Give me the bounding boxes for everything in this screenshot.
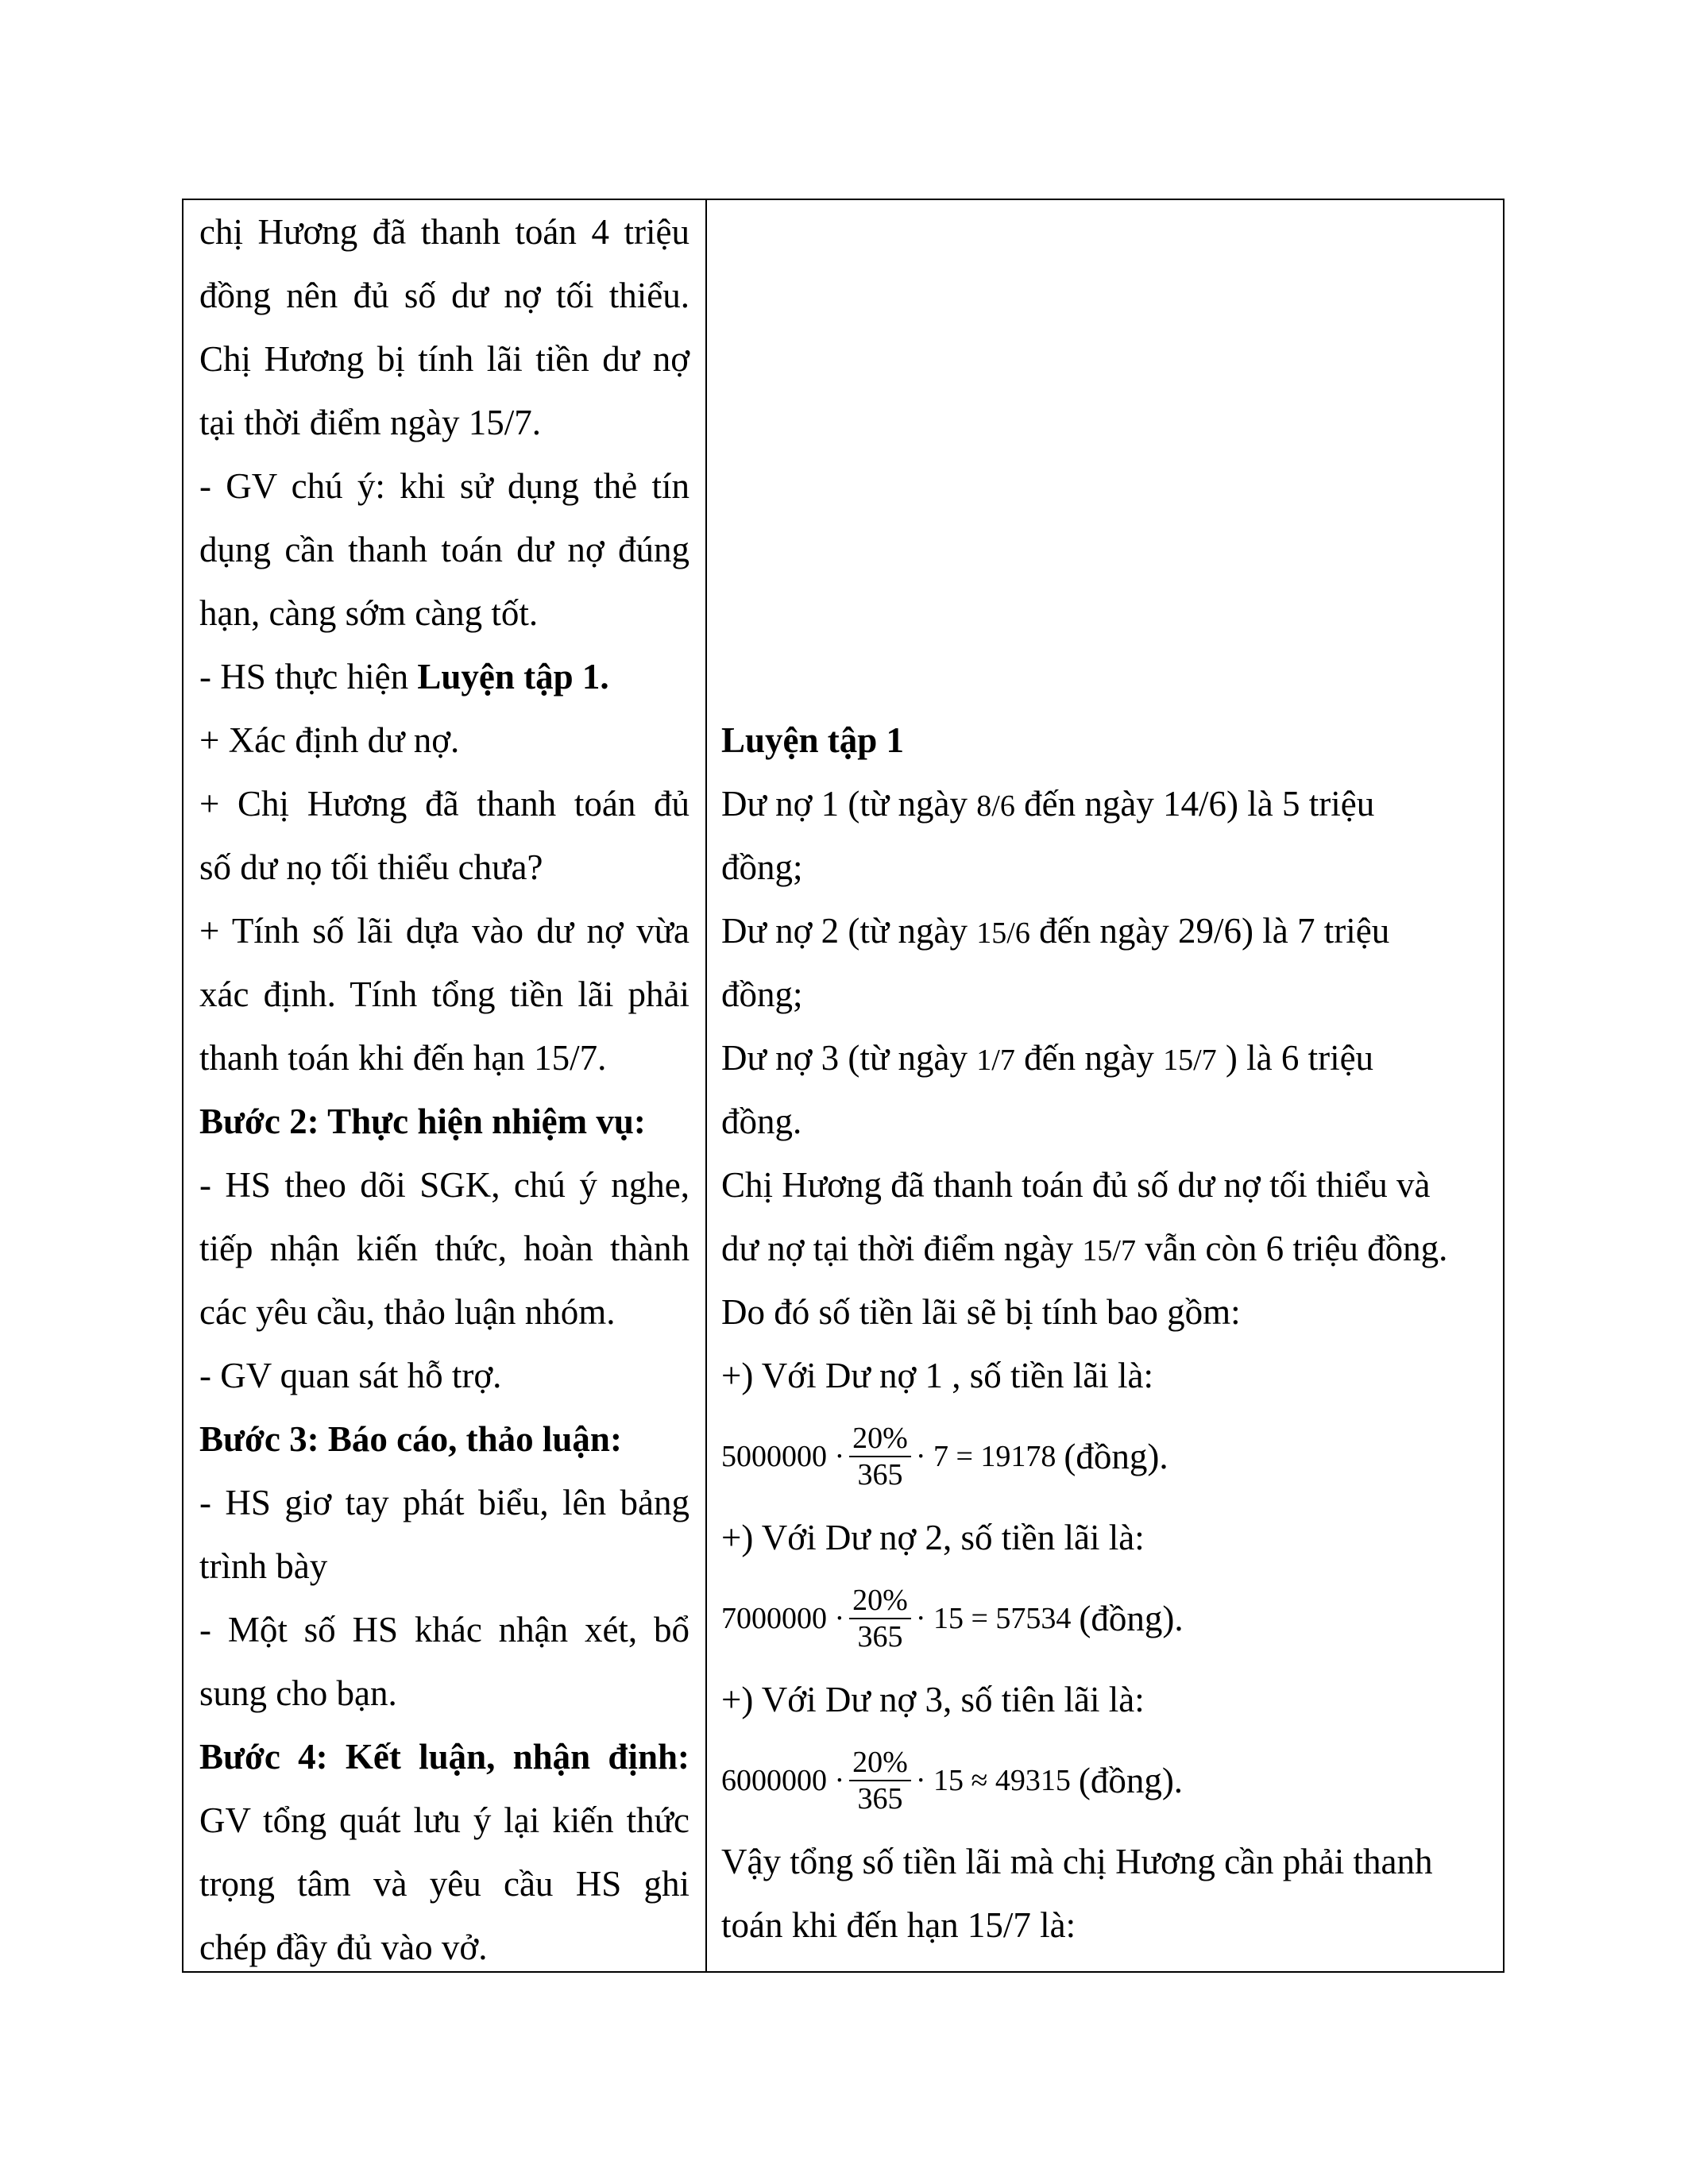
date: 1/7 — [976, 1044, 1015, 1077]
interest-formula — [721, 1569, 1489, 1668]
text: Dư nợ 3 (từ ngày — [721, 1038, 977, 1078]
formula-lead: 6000000 · — [721, 1764, 845, 1797]
text-line: - GV chú ý: khi sử dụng thẻ tín — [199, 466, 689, 506]
activity-column — [183, 200, 707, 1971]
conclusion-line: toán khi đến hạn 15/7 là: — [721, 1905, 1076, 1945]
exercise-heading: Luyện tập 1 — [721, 720, 905, 760]
text-line: thanh toán khi đến hạn 15/7. — [199, 1038, 607, 1078]
text: đến ngày — [1014, 1038, 1164, 1078]
calc-label: +) Với Dư nợ 2, số tiền lãi là: — [721, 1518, 1145, 1557]
text-line: các yêu cầu, thảo luận nhóm. — [199, 1292, 616, 1332]
text-line: trình bày — [199, 1546, 328, 1586]
date: 15/6 — [976, 916, 1030, 950]
calc-label: +) Với Dư nợ 3, số tiên lãi là: — [721, 1680, 1145, 1719]
text: dư nợ tại thời điểm ngày — [721, 1229, 1083, 1268]
step-heading: Bước 2: Thực hiện nhiệm vụ: — [199, 1102, 646, 1141]
debt-line — [721, 772, 1489, 835]
conclusion-line: Vậy tổng số tiền lãi mà chị Hương cần phải thanh — [721, 1842, 1433, 1881]
text: Dư nợ 2 (từ ngày — [721, 911, 977, 951]
formula-lead: 7000000 · — [721, 1602, 845, 1635]
text-line: - HS giơ tay phát biểu, lên bảng — [199, 1483, 689, 1522]
text-line: - GV quan sát hỗ trợ. — [199, 1356, 502, 1395]
step-heading: Bước 3: Báo cáo, thảo luận: — [199, 1419, 622, 1459]
text-line: xác định. Tính tổng tiền lãi phải — [199, 974, 689, 1014]
calc-label: +) Với Dư nợ 1 , số tiền lãi là: — [721, 1356, 1153, 1395]
text-line: sung cho bạn. — [199, 1673, 397, 1713]
text-line: tại thời điểm ngày 15/7. — [199, 403, 541, 442]
step-heading: Bước 4: Kết luận, nhận định: — [199, 1737, 689, 1777]
denominator: 365 — [857, 1782, 903, 1815]
text: - HS thực hiện — [199, 657, 418, 696]
text-line: Chị Hương đã thanh toán đủ số dư nợ tối thiểu và — [721, 1165, 1431, 1205]
text-line — [721, 1217, 1489, 1280]
date: 15/7 — [1082, 1234, 1136, 1268]
fraction — [849, 1421, 911, 1492]
formula-rest: · 7 = 19178 — [915, 1440, 1056, 1473]
text-line: chị Hương đã thanh toán 4 triệu — [199, 212, 689, 252]
text-line: dụng cần thanh toán dư nợ đúng — [199, 530, 689, 569]
formula-unit: (đồng). — [1079, 1599, 1184, 1638]
text-line: số dư nọ tối thiểu chưa? — [199, 847, 543, 887]
text-line: + Tính số lãi dựa vào dư nợ vừa — [199, 911, 689, 951]
text-line — [199, 645, 689, 708]
denominator: 365 — [857, 1458, 903, 1491]
interest-formula — [721, 1407, 1489, 1506]
text-line: + Chị Hương đã thanh toán đủ — [199, 784, 689, 824]
text-line: Chị Hương bị tính lãi tiền dư nợ — [199, 339, 689, 379]
numerator: 20% — [849, 1421, 911, 1457]
lesson-table — [182, 199, 1505, 1973]
formula-unit: (đồng). — [1064, 1437, 1168, 1476]
text-line: - HS theo dõi SGK, chú ý nghe, — [199, 1165, 689, 1205]
date: 15/7 — [1163, 1044, 1217, 1077]
text-line: Do đó số tiền lãi sẽ bị tính bao gồm: — [721, 1292, 1241, 1332]
date: 8/6 — [976, 789, 1015, 823]
formula-rest: · 15 = 57534 — [915, 1602, 1072, 1635]
text: đến ngày 14/6) là 5 triệu — [1014, 784, 1375, 824]
fraction — [849, 1583, 911, 1654]
denominator: 365 — [857, 1620, 903, 1653]
text-line: + Xác định dư nợ. — [199, 720, 460, 760]
text-line: hạn, càng sớm càng tốt. — [199, 593, 539, 633]
debt-line: đồng; — [721, 974, 803, 1014]
text-line: đồng nên đủ số dư nợ tối thiểu. — [199, 276, 689, 315]
debt-line: đồng; — [721, 847, 803, 887]
bold-text: Luyện tập 1. — [417, 657, 609, 696]
text: đến ngày 29/6) là 7 triệu — [1029, 911, 1390, 951]
formula-rest: · 15 ≈ 49315 — [915, 1764, 1071, 1797]
content-column — [707, 200, 1503, 1971]
text-line: chép đầy đủ vào vở. — [199, 1927, 488, 1967]
text: Dư nợ 1 (từ ngày — [721, 784, 977, 824]
fraction — [849, 1745, 911, 1816]
interest-formula — [721, 1731, 1489, 1830]
formula-lead: 5000000 · — [721, 1440, 845, 1473]
text-line: tiếp nhận kiến thức, hoàn thành — [199, 1229, 689, 1268]
formula-unit: (đồng). — [1078, 1761, 1184, 1800]
debt-line: đồng. — [721, 1102, 802, 1141]
text-line: - Một số HS khác nhận xét, bổ — [199, 1610, 689, 1650]
text-line: trọng tâm và yêu cầu HS ghi — [199, 1864, 689, 1904]
numerator: 20% — [849, 1583, 911, 1619]
text: vẫn còn 6 triệu đồng. — [1135, 1229, 1448, 1268]
debt-line — [721, 1026, 1489, 1090]
debt-line — [721, 899, 1489, 963]
text: ) là 6 triệu — [1216, 1038, 1374, 1078]
blank-space — [721, 200, 1489, 708]
text-line: GV tổng quát lưu ý lại kiến thức — [199, 1800, 689, 1840]
numerator: 20% — [849, 1745, 911, 1781]
